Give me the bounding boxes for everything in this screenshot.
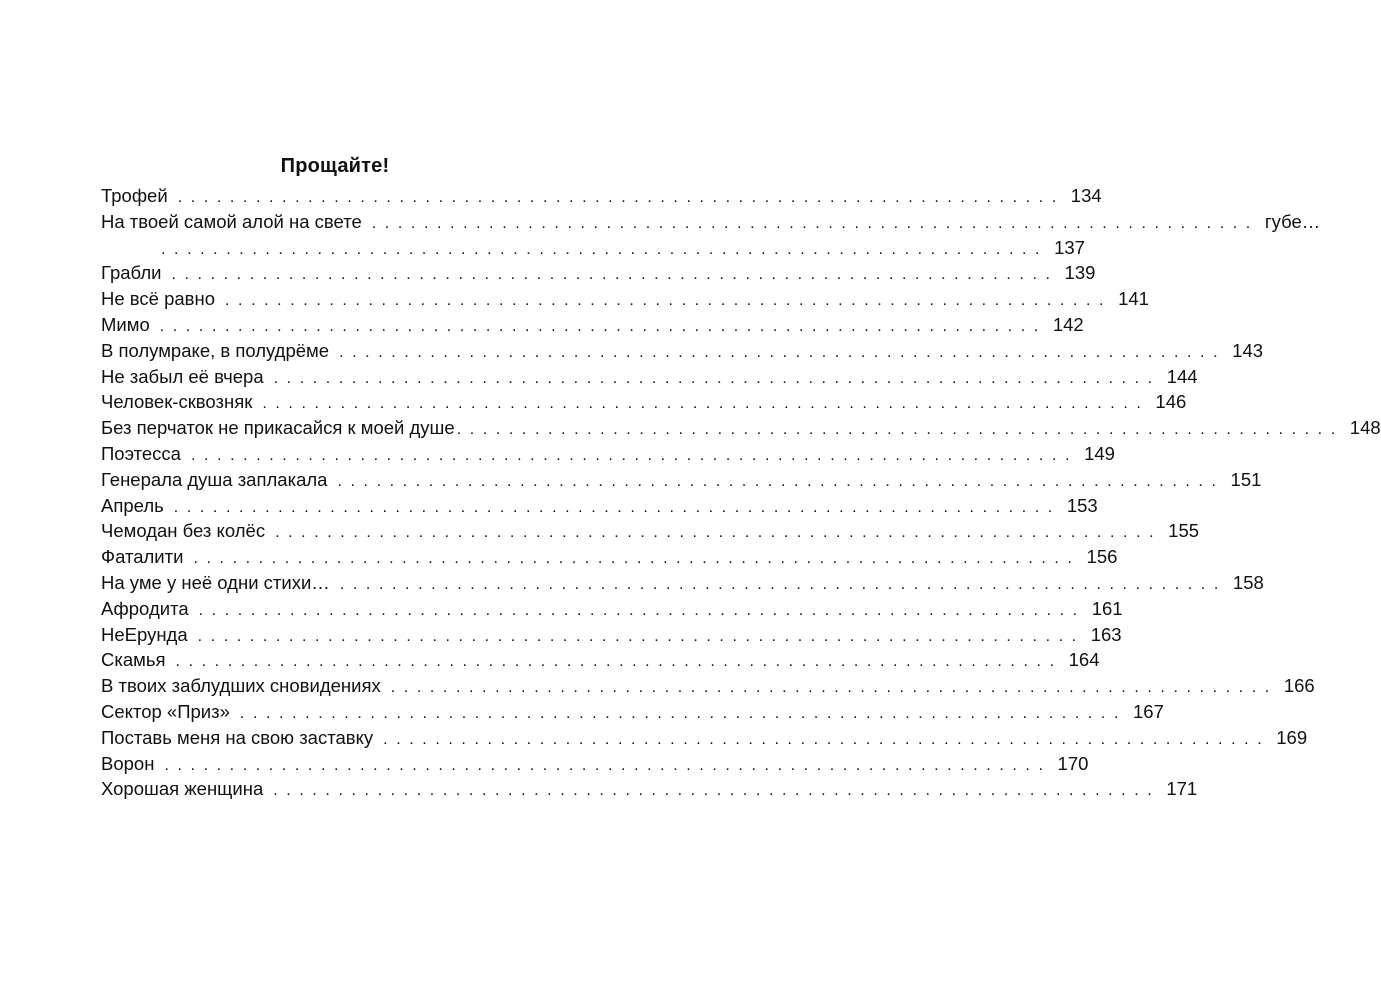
toc-entry-title: На уме у неё одни стихи… — [101, 571, 330, 593]
toc-entry-title: В твоих заблудших сновидениях — [101, 675, 381, 697]
toc-entry — [101, 260, 1096, 286]
toc-entry-title: Человек-сквозняк — [101, 391, 253, 413]
toc-entry — [101, 596, 1123, 622]
toc-entry-title: Не забыл её вчера — [101, 365, 264, 387]
toc-entry-title: Поставь меня на свою заставку — [101, 726, 374, 748]
dot-leader: .................................................................... — [275, 524, 1163, 542]
toc-entry-page: 149 — [1084, 442, 1115, 464]
dot-leader: .................................................................... — [339, 343, 1227, 361]
toc-entry — [101, 286, 1149, 312]
toc-entry-page: 171 — [1166, 778, 1198, 800]
toc-entry — [101, 673, 1315, 699]
dot-leader: .................................................................... — [164, 756, 1052, 774]
toc-entry-page: 142 — [1052, 313, 1084, 335]
toc-entry — [101, 389, 1187, 415]
dot-leader: .................................................................... — [159, 317, 1047, 335]
toc-entry-page: 148 — [1349, 417, 1381, 439]
toc-entry-title: Грабли — [101, 262, 162, 284]
dot-leader: .................................................................... — [175, 653, 1063, 671]
dot-leader: .................................................................... — [339, 575, 1227, 593]
dot-leader: .................................................................... — [390, 679, 1278, 697]
toc-entry — [101, 622, 1122, 648]
toc-entry-title: Скамья — [101, 649, 166, 671]
dot-leader: .................................................................... — [273, 782, 1161, 800]
toc-entry-page: 156 — [1086, 546, 1118, 568]
toc-entry — [101, 699, 1164, 725]
toc-entry-title: На твоей самой алой на свете — [101, 210, 362, 232]
toc-entry — [101, 364, 1198, 390]
toc-entry — [101, 725, 1308, 751]
toc-entry-title: Поэтесса — [101, 442, 181, 464]
toc-entry-title: Фаталити — [101, 546, 184, 568]
toc-entry — [101, 338, 1264, 364]
toc-entry-title: В полумраке, в полудрёме — [101, 339, 330, 361]
toc-entry-page: 137 — [1054, 236, 1085, 258]
toc-entry — [101, 776, 1198, 802]
toc-entry-page: 161 — [1091, 597, 1123, 619]
toc-entry-page: 167 — [1133, 700, 1164, 722]
dot-leader: .................................................................... — [190, 446, 1079, 464]
toc-entry-page: 146 — [1155, 391, 1187, 413]
toc-entry-title: Чемодан без колёс — [101, 520, 266, 542]
toc-entry — [101, 235, 1085, 261]
toc-entry-page: 169 — [1276, 726, 1308, 748]
dot-leader: .................................................................... — [337, 472, 1225, 490]
toc-entry-title: Афродита — [101, 597, 189, 619]
dot-leader: .................................................................... — [225, 292, 1113, 310]
toc-entry-page: 141 — [1118, 288, 1149, 310]
dot-leader: .................................................................... — [161, 240, 1049, 258]
table-of-contents — [101, 183, 1381, 802]
toc-entry — [101, 415, 1381, 441]
toc-entry-page: 139 — [1064, 262, 1096, 284]
toc-entry-page: 144 — [1166, 365, 1198, 387]
toc-entry-title: Не всё равно — [101, 288, 215, 310]
dot-leader: .................................................................... — [197, 627, 1085, 645]
dot-leader: .................................................................... — [173, 498, 1061, 516]
dot-leader: .................................................................... — [198, 601, 1086, 619]
toc-entry-page: губе… — [1264, 210, 1321, 232]
toc-entry-title: Сектор «Приз» — [101, 700, 230, 722]
toc-entry-page: 155 — [1168, 520, 1200, 542]
dot-leader: .................................................................... — [193, 550, 1081, 568]
toc-entry-title: Трофей — [101, 185, 168, 206]
dot-leader: .................................................................... — [273, 369, 1161, 387]
toc-entry-page: 170 — [1057, 752, 1089, 774]
toc-entry-page: 158 — [1232, 571, 1264, 593]
toc-entry-title: Ворон — [101, 752, 155, 774]
toc-entry-page: 153 — [1066, 494, 1098, 516]
toc-entry — [101, 209, 1321, 235]
toc-entry-title: Мимо — [101, 313, 150, 335]
toc-entry-title: Хорошая женщина — [101, 778, 264, 800]
toc-entry-page: 151 — [1230, 468, 1262, 490]
toc-entry — [101, 441, 1115, 467]
dot-leader: .................................................................... — [177, 189, 1065, 206]
toc-entry — [101, 183, 1102, 209]
toc-entry-title: НеЕрунда — [101, 623, 188, 645]
toc-entry — [101, 570, 1264, 596]
dot-leader: .................................................................... — [239, 704, 1128, 722]
toc-entry — [101, 647, 1100, 673]
toc-entry-page: 166 — [1283, 675, 1315, 697]
dot-leader: .................................................................... — [456, 421, 1344, 439]
dot-leader: .................................................................... — [383, 730, 1271, 748]
toc-entry — [101, 493, 1098, 519]
toc-entry-title: Без перчаток не прикасайся к моей душе — [101, 417, 455, 439]
toc-entry — [101, 518, 1200, 544]
dot-leader: .................................................................... — [262, 395, 1150, 413]
toc-entry-title: Генерала душа заплакала — [101, 468, 328, 490]
toc-entry-title: Апрель — [101, 494, 164, 516]
toc-entry-page: 164 — [1068, 649, 1100, 671]
toc-entry-page: 163 — [1090, 623, 1122, 645]
toc-entry — [101, 312, 1084, 338]
toc-entry-page: 143 — [1232, 339, 1264, 361]
toc-entry — [101, 467, 1262, 493]
toc-entry-page: 134 — [1070, 185, 1102, 206]
toc-entry — [101, 544, 1118, 570]
section-title: Прощайте! — [280, 155, 390, 177]
toc-entry — [101, 751, 1089, 777]
dot-leader: .................................................................... — [171, 266, 1059, 284]
dot-leader: .................................................................... — [371, 214, 1259, 232]
